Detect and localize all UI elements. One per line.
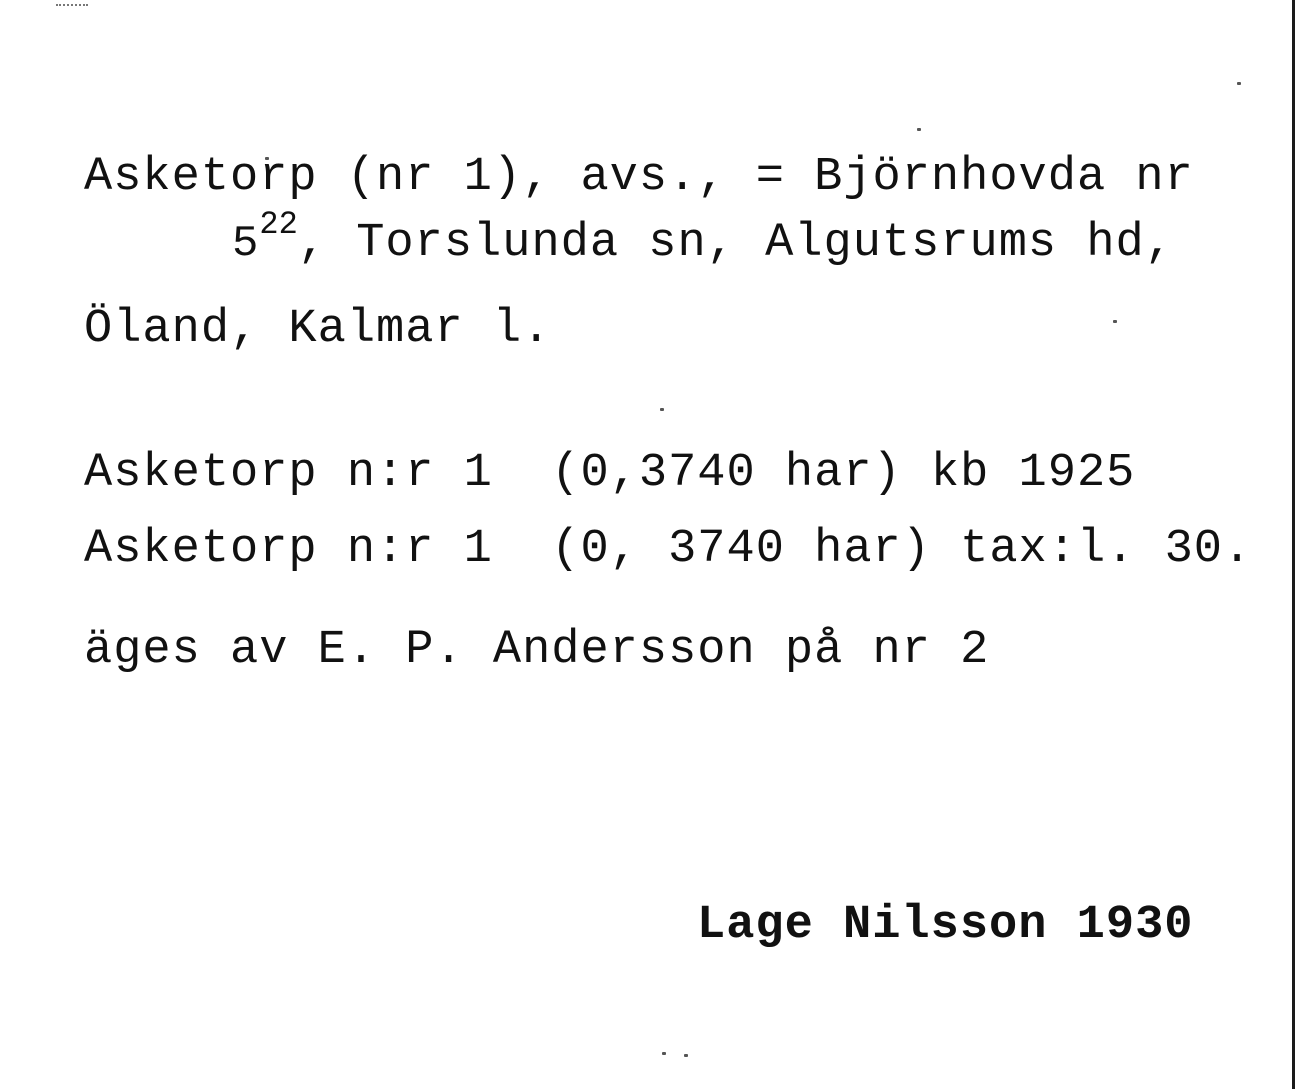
entry-line-1: Asketorp (nr 1), avs., = Björnhovda nr — [84, 151, 1194, 204]
farm-number: 5 — [232, 219, 260, 269]
record-line-tax: Asketorp n:r 1 (0, 3740 har) tax:l. 30. — [84, 523, 1253, 576]
entry-line-2 — [232, 206, 1174, 270]
top-edge-dots — [56, 4, 88, 6]
ink-speck — [917, 128, 921, 131]
ink-speck — [684, 1054, 688, 1057]
record-line-kb: Asketorp n:r 1 (0,3740 har) kb 1925 — [84, 447, 1136, 500]
ink-speck — [1113, 320, 1117, 323]
owner-note: äges av E. P. Andersson på nr 2 — [84, 624, 990, 677]
ink-speck — [660, 408, 664, 411]
ink-speck — [1237, 82, 1241, 85]
signature-line: Lage Nilsson 1930 — [697, 899, 1194, 952]
entry-line-3: Öland, Kalmar l. — [84, 303, 552, 356]
ink-speck — [662, 1052, 666, 1055]
farm-number-superscript: 22 — [259, 206, 298, 243]
parish-district: , Torslunda sn, Algutsrums hd, — [297, 217, 1174, 270]
card-right-edge — [1292, 0, 1295, 1089]
